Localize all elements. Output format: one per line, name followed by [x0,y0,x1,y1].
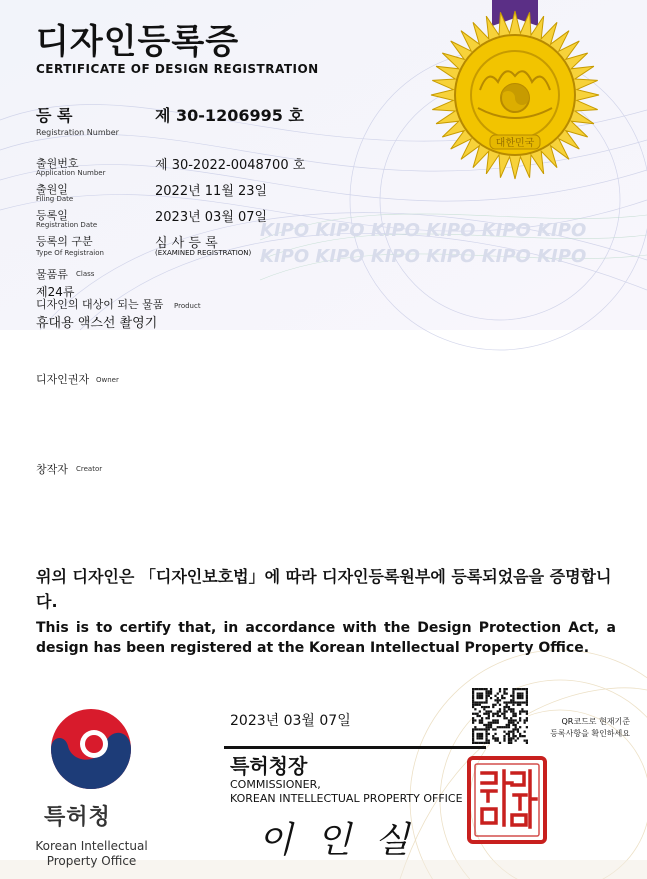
kipo-logo-ko: 특허청 [44,805,111,830]
commissioner-title-ko: 특허청장 [230,754,308,778]
commissioner-title-en: COMMISSIONER, KOREAN INTELLECTUAL PROPERTY OFFICE [230,778,463,805]
seal-text: 대한민국 [495,138,535,149]
watermark-text: KIPO [260,220,310,241]
class-label-en: Class [76,270,95,278]
owner-label-en: Owner [96,376,119,384]
class-label: 물품류 [36,268,68,281]
commissioner-signature: 이 인 실 [258,820,416,861]
registration-type: 심 사 등 록 [155,236,218,251]
kipo-logo-icon [48,706,134,792]
qr-note: QR코드로 현재기준 등록사항을 확인하세요 [550,717,630,738]
certificate-subtitle: CERTIFICATE OF DESIGN REGISTRATION [36,62,319,76]
registration-date: 2023년 03월 07일 [155,210,268,225]
issue-date: 2023년 03월 07일 [230,713,351,729]
registration-type-en: (EXAMINED REGISTRATION) [155,249,252,257]
official-stamp-icon [466,755,548,845]
qr-code[interactable] [472,688,528,744]
registration-label: 등 록 [36,106,73,125]
creator-label: 창작자 [36,463,68,476]
product-label: 디자인의 대상이 되는 물품 [36,298,164,311]
filing-date-label: 출원일 [36,183,68,196]
registration-date-label-en: Registration Date [36,221,98,229]
class-value: 제24류 [36,285,75,299]
type-label-en: Type Of Registraion [36,249,104,257]
type-label: 등록의 구분 [36,235,93,248]
certification-statement-en: This is to certify that, in accordance with the Design Protection Act, a design has been registered at the Korean Intellectual Property Office. [36,620,616,656]
registration-date-label: 등록일 [36,209,68,222]
filing-date: 2022년 11월 23일 [155,184,268,199]
certificate-title: 디자인등록증 [36,22,240,62]
owner-label: 디자인권자 [36,373,90,386]
creator-label-en: Creator [76,465,103,473]
certification-statement-ko: 위의 디자인은 「디자인보호법」에 따라 디자인등록원부에 등록되었음을 증명합니다. [36,567,612,611]
product-label-en: Product [174,302,201,310]
registration-label-en: Registration Number [36,128,119,137]
product-value: 휴대용 액스선 촬영기 [36,316,158,331]
filing-date-label-en: Filing Date [36,195,74,203]
application-label: 출원번호 [36,157,79,170]
application-label-en: Application Number [36,169,106,177]
gold-seal-icon [420,0,610,190]
signature-divider [224,746,486,749]
kipo-logo-en: Korean Intellectual Property Office [35,839,148,868]
registration-number: 제 30-1206995 호 [155,106,304,125]
application-number: 제 30-2022-0048700 호 [155,158,306,173]
kipo-watermark: KIPO KIPO KIPO KIPO KIPO KIPO KIPO KIPO KIPO KIPO KIPO KIPO [260,220,587,267]
